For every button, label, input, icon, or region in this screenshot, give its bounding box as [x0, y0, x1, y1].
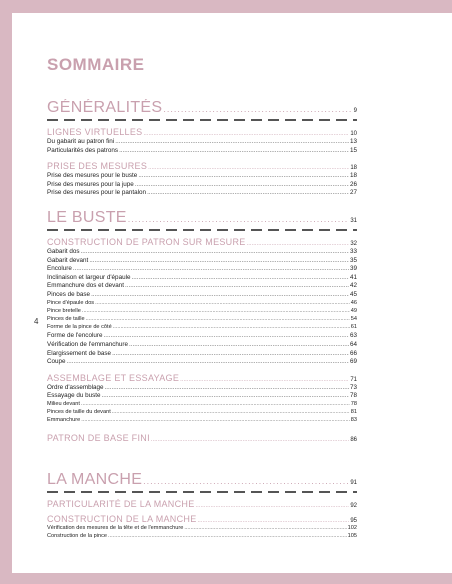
toc-group — [47, 499, 357, 510]
section-heading[interactable] — [47, 471, 357, 489]
section-page: 91 — [350, 480, 357, 486]
toc-entry[interactable]: Ordre d'assemblage ..... 73 — [47, 384, 357, 393]
section-heading[interactable] — [47, 99, 357, 117]
toc-entry[interactable]: Essayage du buste ..... 78 — [47, 392, 357, 401]
toc-entry[interactable]: Prise des mesures pour la jupe ..... 26 — [47, 181, 357, 190]
toc-entry[interactable]: Pinces de base ..... 45 — [47, 291, 357, 300]
subsection-heading[interactable]: PRISE DES MESURES ..... 18 — [47, 161, 357, 172]
section-label: GÉNÉRALITÉS — [47, 99, 163, 116]
toc-entry[interactable]: Inclinaison et largeur d'épaule ..... 41 — [47, 274, 357, 283]
toc-group — [47, 161, 357, 198]
toc-entry[interactable]: Gabarit devant ..... 35 — [47, 257, 357, 266]
toc-entry[interactable]: Pince bretelle ..... 49 — [47, 308, 357, 316]
toc-group — [47, 433, 357, 444]
toc-entry[interactable]: Encolure ..... 39 — [47, 265, 357, 274]
document-page — [12, 13, 452, 573]
section-heading[interactable] — [47, 209, 357, 227]
page-number: 4 — [34, 317, 39, 326]
toc-entry[interactable]: Pince d'épaule dos ..... 46 — [47, 300, 357, 308]
section-label: LA MANCHE — [47, 471, 143, 488]
subsection-heading[interactable]: ASSEMBLAGE ET ESSAYAGE ..... 71 — [47, 373, 357, 384]
toc-entry[interactable]: Élargissement de base ..... 66 — [47, 350, 357, 359]
toc-entry[interactable]: Emmanchure dos et devant ..... 42 — [47, 282, 357, 291]
subsection-heading[interactable]: CONSTRUCTION DE PATRON SUR MESURE ..... 32 — [47, 237, 357, 248]
subsection-heading[interactable]: CONSTRUCTION DE LA MANCHE ..... 95 — [47, 514, 357, 525]
toc-group — [47, 237, 357, 367]
toc-entry[interactable]: Gabarit dos ..... 33 — [47, 248, 357, 257]
subsection-heading[interactable]: LIGNES VIRTUELLES ..... 10 — [47, 127, 357, 138]
toc-section-generalites — [47, 99, 357, 198]
toc-section-le-buste — [47, 209, 357, 444]
section-divider — [47, 119, 357, 121]
toc-entry[interactable]: Pinces de taille ..... 54 — [47, 316, 357, 324]
toc-entry[interactable]: Vérification des mesures de la tête et de l'emmanchure ..... 102 — [47, 525, 357, 533]
toc-group — [47, 373, 357, 426]
section-divider — [47, 491, 357, 493]
subsection-heading[interactable]: PARTICULARITÉ DE LA MANCHE ..... 92 — [47, 499, 357, 510]
toc-group — [47, 514, 357, 541]
toc-entry[interactable]: Emmanchure ..... 83 — [47, 417, 357, 425]
toc-section-la-manche — [47, 471, 357, 541]
section-divider — [47, 229, 357, 231]
toc-entry[interactable]: Particularités des patrons ..... 15 — [47, 147, 357, 156]
section-page: 31 — [350, 218, 357, 224]
section-page: 9 — [353, 108, 357, 114]
toc-entry[interactable]: Milieu devant ..... 78 — [47, 401, 357, 409]
toc-entry[interactable]: Coupe ..... 69 — [47, 358, 357, 367]
toc-entry[interactable]: Pinces de taille du devant ..... 81 — [47, 409, 357, 417]
toc-entry[interactable]: Prise des mesures pour le buste ..... 18 — [47, 172, 357, 181]
toc-entry[interactable]: Forme de la pince de côté ..... 61 — [47, 324, 357, 332]
section-label: LE BUSTE — [47, 209, 127, 226]
toc-group — [47, 127, 357, 155]
toc-entry[interactable]: Forme de l'encolure ..... 63 — [47, 332, 357, 341]
toc-entry[interactable]: Prise des mesures pour le pantalon ..... 27 — [47, 189, 357, 198]
toc-entry[interactable]: Vérification de l'emmanchure ..... 64 — [47, 341, 357, 350]
page-title: SOMMAIRE — [47, 55, 145, 74]
toc-entry[interactable]: Du gabarit au patron fini ..... 13 — [47, 138, 357, 147]
subsection-heading[interactable]: PATRON DE BASE FINI ..... 86 — [47, 433, 357, 444]
toc-entry[interactable]: Construction de la pince ..... 105 — [47, 533, 357, 541]
